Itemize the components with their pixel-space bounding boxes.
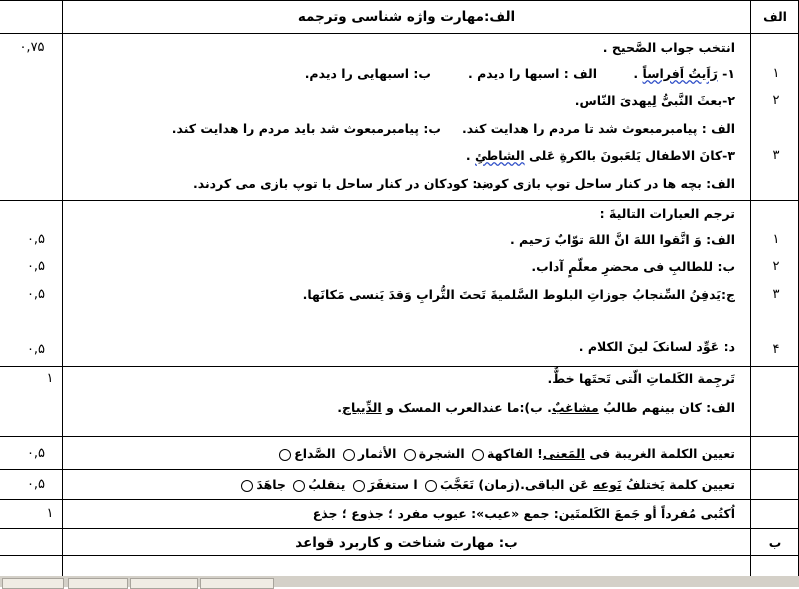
taskbar-tab[interactable] [200,578,274,589]
instruction-underlined-words: تَرجِمة الکَلماتِ الّتی تَحتَها خطٌّ. [547,371,735,386]
question-2-option-b: ب: پیامبرمبعوث شد باید مردم را هدایت کند. [171,121,441,136]
score: ۰,۵ [26,232,46,247]
question-number: ۱ [772,232,780,247]
translate-sentence: د: عَوِّد لسانکَ لینَ الکلام . [578,339,735,354]
translate-sentence: ج:یَدفِنُ السِّنجابُ جوزاتِ البلوط السَّلمیةَ تَحتَ التُّرابِ وَقدَ یَنسی مَکانَها. [302,287,735,302]
question-3-option-a: الف: بچه ها در کنار ساحل توپ بازی کردند [475,176,735,191]
section-letter: الف [763,9,787,24]
score: ۰,۵ [26,342,46,357]
row-divider [0,33,799,34]
question-number: ۴ [772,342,780,357]
row-divider [0,366,799,367]
radio-option[interactable] [472,449,484,461]
translate-sentence: ب: للطالبِ فی محضرِ معلّمٍ آداب. [531,259,735,274]
question-1-option-b: ب: اسبهایی را دیدم. [304,66,431,81]
score-block3: ۱ [46,371,54,386]
section-letter: ب [768,535,782,550]
question-number: ۳ [772,148,780,163]
radio-option[interactable] [425,480,437,492]
radio-option[interactable] [241,480,253,492]
section-title: ب: مهارت شناخت و کاربرد قواعد [295,535,518,551]
singular-plural-question: اُکتُبی مُفرداً أو جَمعَ الکَلمتَین: جمع «عیب»: عیوب مفرد ؛ جذوع ؛ جذع [312,506,735,521]
radio-option[interactable] [293,480,305,492]
underlined-words-line: الف: کان بینهم طالبُ مشاغبٌ. ب):ما عندالعرب المسک و الدِّیباج. [337,400,735,415]
row-divider [0,200,799,201]
odd-word-question: تعیین الکلمة الغریبة فی المَعنی! الفاکهة الشجرة الأثمار الصَّداع [276,446,735,462]
question-2-option-a: الف : پیامبرمبعوث شد تا مردم را هدایت کند. [462,121,735,136]
status-bar [0,576,799,587]
instruction-translate: ترجم العبارات التالیةَ : [599,206,735,221]
question-2-stem: ۲-بعثَ النَّبیُّ لِیهدیَ النّاس. [574,93,735,108]
row-divider [0,528,799,529]
translate-sentence: الف: وَ اتَّقوا اللهَ انَّ اللهَ توّابٌ رَحیم . [509,232,735,247]
question-number: ۲ [772,259,780,274]
question-number: ۲ [772,93,780,108]
question-number: ۱ [772,66,780,81]
row-divider [0,436,799,437]
question-3-option-b: . ب: کودکان در کنار ساحل با توپ بازی می کردند. [192,176,499,191]
question-number: ۳ [772,287,780,302]
score: ۰,۵ [26,259,46,274]
section-title: الف:مهارت واژه شناسی وترجمه [297,9,516,25]
table-border-top [0,0,799,1]
row-divider [0,499,799,500]
question-1-stem: ۱- رَاَیتُ اَفراساً . [633,66,735,81]
score-block4: ۰,۵ [26,446,46,461]
row-divider [0,555,799,556]
taskbar-tab[interactable] [2,578,64,589]
column-divider-number [750,0,751,576]
question-1-option-a: الف : اسبها را دیدم . [468,66,597,81]
radio-option[interactable] [404,449,416,461]
radio-option[interactable] [353,480,365,492]
row-divider [0,469,799,470]
radio-option[interactable] [279,449,291,461]
taskbar-tab[interactable] [68,578,128,589]
score-block1: ۰,۷۵ [19,40,45,55]
different-tense-question: تعیین کلمة یَختلفُ نَوعه عَن الباقی.(زمان) تَعَجَّبَ ا ستغفَرَ ینقلبُ جاهَدَ [238,477,735,493]
score-block6: ۱ [46,506,54,521]
score: ۰,۵ [26,287,46,302]
score-block5: ۰,۵ [26,477,46,492]
question-3-stem: ۳-کانَ الاطفال یَلعَبونَ بالکرةِ عَلی الشاطئِ . [465,148,735,163]
instruction-choose: انتخب جواب الصَّحیح . [602,40,735,55]
taskbar-tab[interactable] [130,578,198,589]
radio-option[interactable] [343,449,355,461]
